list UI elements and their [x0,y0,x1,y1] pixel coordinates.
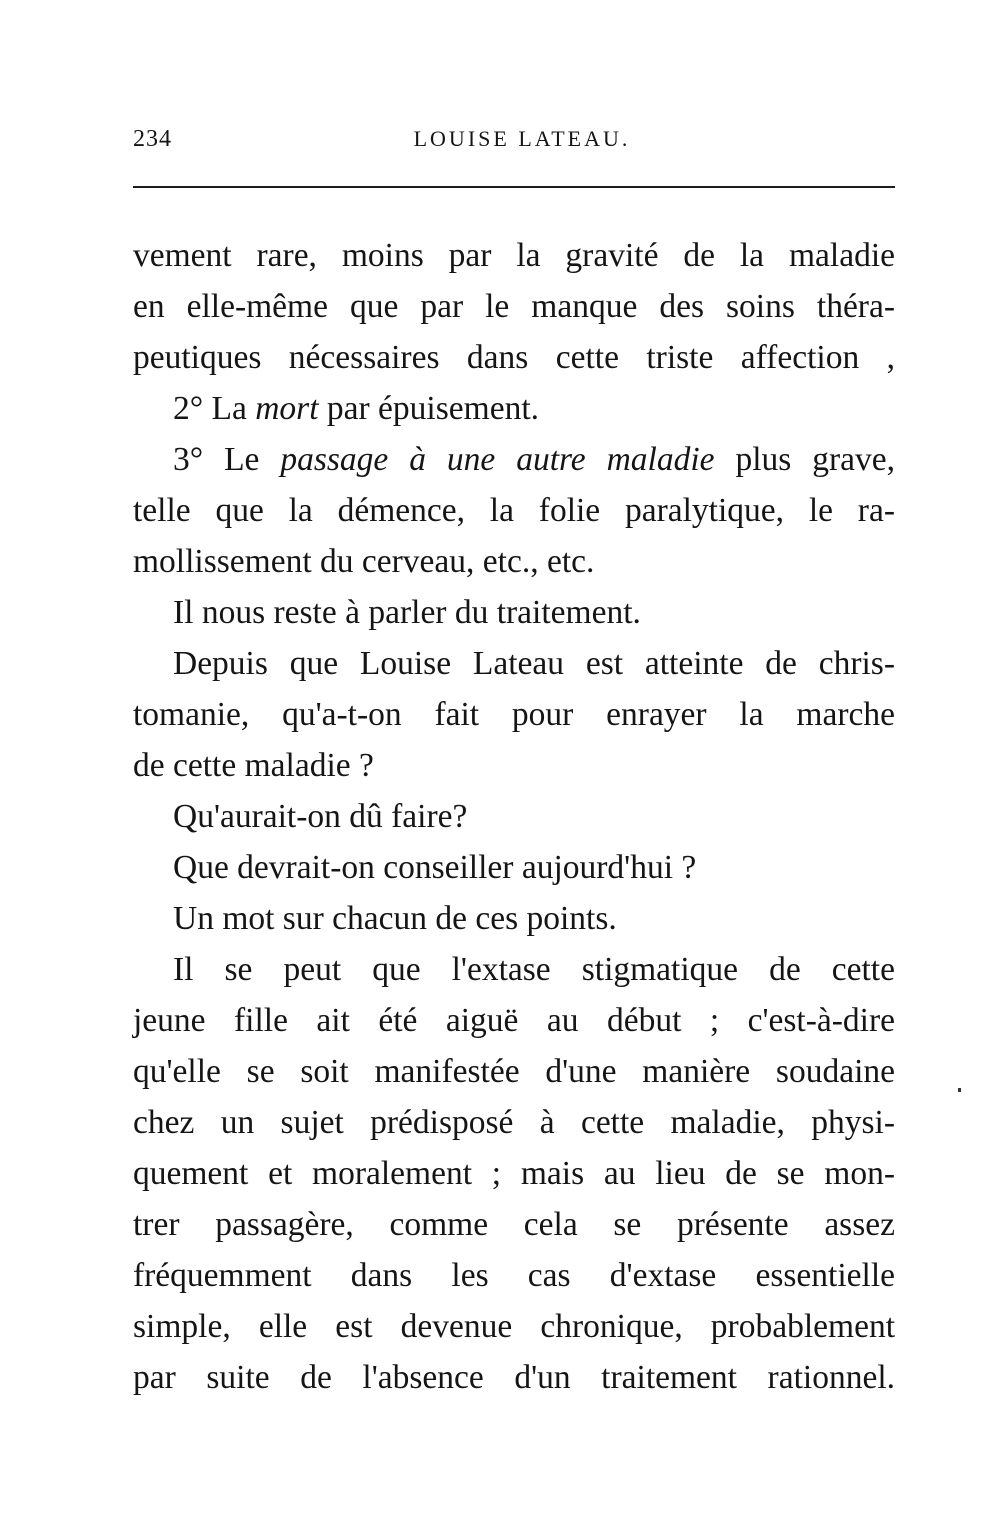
ink-speck [958,1088,961,1092]
text-line: telle que la démence, la folie paralytique, le ra- [133,492,895,529]
text-line: simple, elle est devenue chronique, probablement [133,1308,895,1345]
running-title: LOUISE LATEAU. [413,126,631,151]
italic-emphasis: mort [255,390,319,427]
header-rule [133,186,895,188]
text-line: vement rare, moins par la gravité de la maladie [133,237,895,274]
text-line: mollissement du cerveau, etc., etc. [133,543,595,580]
text-line: 2° La mort par épuisement. [173,390,539,427]
text-line: Que devrait-on conseiller aujourd'hui ? [173,849,697,886]
text-line: peutiques nécessaires dans cette triste affection , [133,339,895,376]
text-line: qu'elle se soit manifestée d'une manière soudaine [133,1053,895,1090]
text-line: quement et moralement ; mais au lieu de se mon- [133,1155,895,1192]
body-text [133,230,895,1403]
text-line: trer passagère, comme cela se présente assez [133,1206,895,1243]
text-line: Il nous reste à parler du traitement. [173,594,641,631]
text-line: Un mot sur chacun de ces points. [173,900,617,937]
text-line: 3° Le passage à une autre maladie plus grave, [173,441,895,478]
text-line: jeune fille ait été aiguë au début ; c'est-à-dire [133,1002,895,1039]
text-line: en elle-même que par le manque des soins théra- [133,288,895,325]
text-line: chez un sujet prédisposé à cette maladie, physi- [133,1104,895,1141]
text-line: Depuis que Louise Lateau est atteinte de chris- [173,645,895,682]
italic-emphasis: passage à une autre maladie [280,441,715,478]
text-line: fréquemment dans les cas d'extase essentielle [133,1257,895,1294]
running-head [133,120,895,160]
text-line: Il se peut que l'extase stigmatique de cette [173,951,895,988]
text-line: par suite de l'absence d'un traitement rationnel. [133,1359,895,1396]
text-line: Qu'aurait-on dû faire? [173,798,468,835]
page-number: 234 [133,126,172,152]
text-line: de cette maladie ? [133,747,374,784]
text-line: tomanie, qu'a-t-on fait pour enrayer la marche [133,696,895,733]
